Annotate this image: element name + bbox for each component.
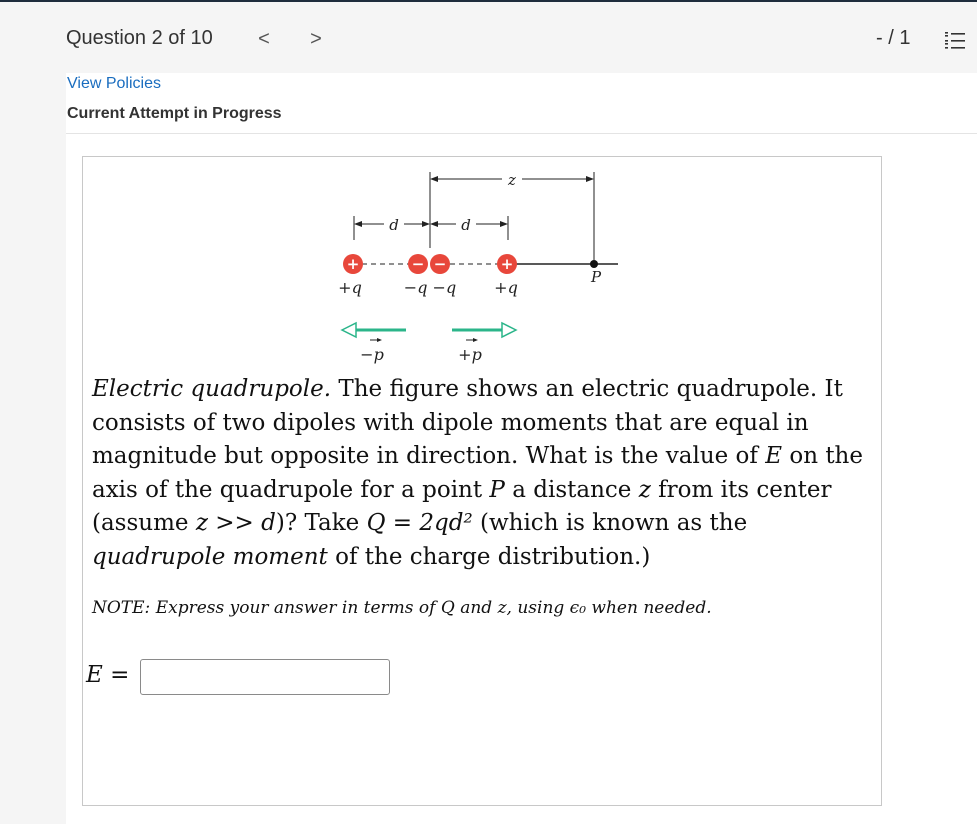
svg-text:−: − [433,255,447,273]
question-intro: Electric quadrupole. [92,376,332,402]
charge-label-right: +q [494,278,518,297]
answer-label: E = [86,662,130,688]
z-arrow-right [586,176,594,182]
view-policies-link[interactable]: View Policies [67,75,161,92]
charge-positive-left [343,254,363,274]
charge-label-left: +q [338,278,362,297]
point-p-label: P [590,268,602,286]
dipole-label-right: +p [458,345,482,364]
d-label-right: d [461,216,471,234]
divider [66,133,977,134]
point-p-dot [590,260,598,268]
svg-text:−: − [411,255,425,273]
charge-positive-right [497,254,517,274]
question-list-icon[interactable] [944,30,966,52]
d-label-left: d [389,216,399,234]
question-title: Question 2 of 10 [66,27,213,49]
answer-note: NOTE: Express your answer in terms of Q and z, using ϵ₀ when needed. [92,598,712,618]
answer-input[interactable] [140,659,390,695]
charge-label-middle: −q −q [403,278,457,297]
svg-text:+: + [346,255,360,273]
quadrupole-figure [320,160,640,375]
previous-question-button[interactable]: < [258,28,270,50]
score-display: - / 1 [876,27,911,49]
attempt-status-label: Current Attempt in Progress [67,105,282,122]
dipole-arrow-left [342,323,406,337]
question-header [0,2,977,73]
dipole-arrow-right [452,323,516,337]
charge-negative-2 [430,254,450,274]
question-text: Electric quadrupole. The figure shows an electric quadrupole. It consists of two dipoles with dipole moments that are equal in magnitude but opposite in direction. What is the value of E on the axis of the quadrupole for a point P a distance z from its center (assume z >> d)? Take Q = 2qd² (which is known as the quadrupole moment of the charge distribution.) [92,376,863,570]
left-gutter [0,73,66,824]
next-question-button[interactable]: > [310,28,322,50]
z-label: z [508,171,516,189]
svg-text:+: + [500,255,514,273]
z-arrow-left [430,176,438,182]
charge-negative-1 [408,254,428,274]
dipole-label-left: −p [360,345,384,364]
